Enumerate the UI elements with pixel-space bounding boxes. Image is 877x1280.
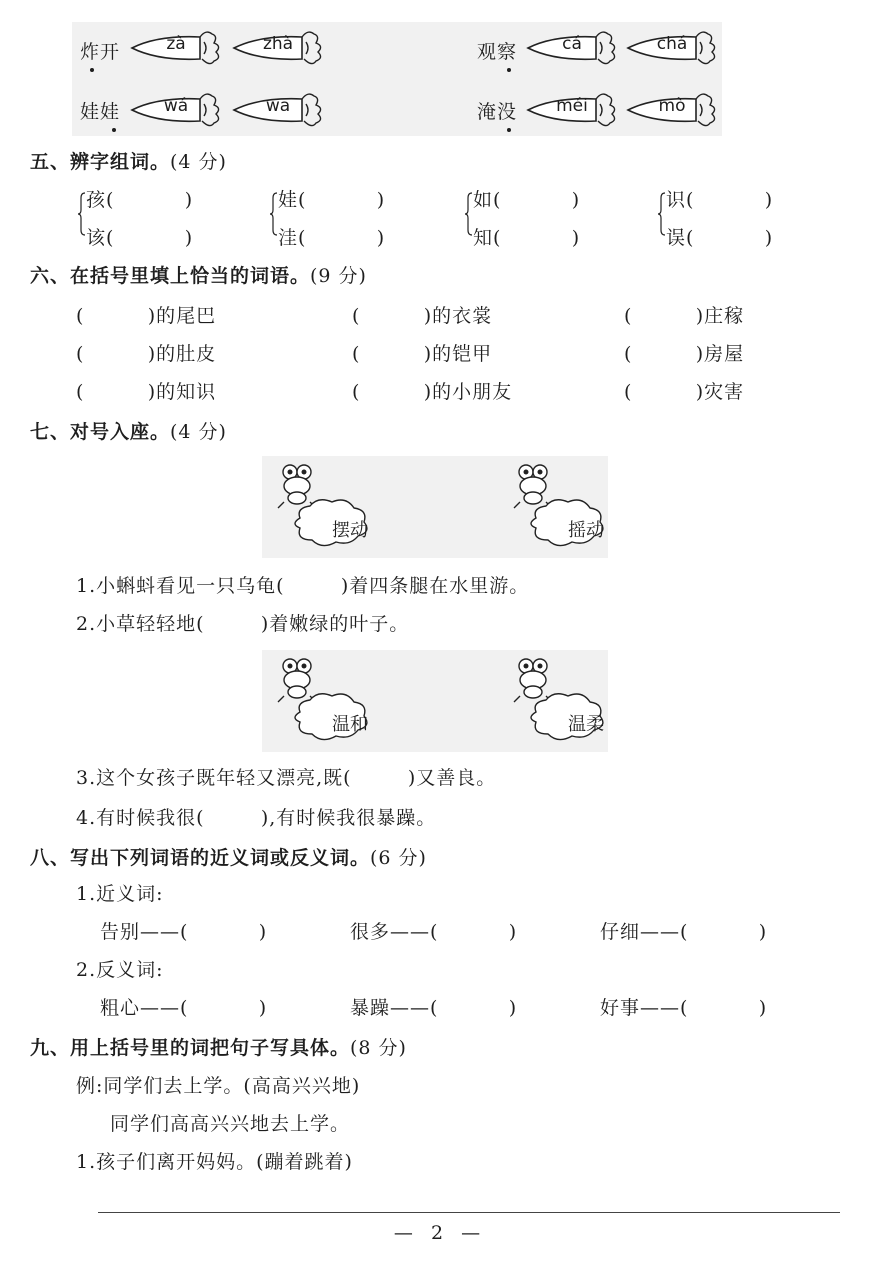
pinyin-option: zhà: [262, 34, 294, 54]
pinyin-option: cá: [562, 34, 582, 54]
pinyin-option: chá: [656, 34, 688, 54]
question-text: 3.这个女孩子既年轻又漂亮,既( )又善良。: [76, 767, 497, 789]
emphasis-dot: [112, 128, 116, 132]
frog-word-card: [506, 460, 638, 556]
antonym-label: 2.反义词:: [76, 959, 164, 981]
pinyin-option: méi: [556, 96, 588, 116]
section-6-points: (9 分): [310, 265, 367, 287]
question-text: 2.小草轻轻地( )着嫩绿的叶子。: [76, 613, 410, 635]
section-5-heading: [30, 150, 227, 174]
choice-word: 摆动: [332, 520, 368, 541]
brace-icon: [658, 192, 666, 236]
example-answer: 同学们高高兴兴地去上学。: [110, 1113, 351, 1135]
word-pair-bottom: 知( ): [473, 227, 581, 249]
section-7-title: 七、对号入座。: [30, 421, 171, 443]
frog-word-card: [506, 654, 638, 750]
brace-icon: [465, 192, 473, 236]
carrot-icon: [128, 90, 220, 130]
section-5-points: (4 分): [170, 151, 227, 173]
fill-blank-item: ( )的尾巴: [76, 305, 217, 327]
pinyin-option: mò: [658, 96, 686, 116]
section-9-points: (8 分): [350, 1037, 407, 1059]
synonym-item: 仔细——( ): [600, 921, 768, 943]
fill-blank-item: ( )房屋: [624, 343, 745, 365]
brace-icon: [270, 192, 278, 236]
synonym-item: 告别——( ): [100, 921, 268, 943]
pinyin-word: 娃娃: [80, 101, 121, 123]
pinyin-option: wá: [163, 96, 189, 116]
carrot-icon: [624, 28, 716, 68]
carrot-icon: [524, 28, 616, 68]
emphasis-dot: [507, 128, 511, 132]
question-text: 1.孩子们离开妈妈。(蹦着跳着): [76, 1151, 353, 1173]
pinyin-word: 炸开: [80, 41, 121, 63]
carrot-icon: [128, 28, 220, 68]
example-text: 例:同学们去上学。(高高兴兴地): [76, 1075, 361, 1097]
question-text: 4.有时候我很( ),有时候我很暴躁。: [76, 807, 437, 829]
fill-blank-item: ( )灾害: [624, 381, 745, 403]
section-6-title: 六、在括号里填上恰当的词语。: [30, 265, 311, 287]
section-9-title: 九、用上括号里的词把句子写具体。: [30, 1037, 351, 1059]
brace-icon: [78, 192, 86, 236]
pinyin-option: zà: [166, 34, 186, 54]
word-pair-top: 如( ): [473, 189, 581, 211]
antonym-item: 暴躁——( ): [350, 997, 518, 1019]
emphasis-dot: [90, 68, 94, 72]
frog-word-card: [270, 460, 402, 556]
footer-divider: [98, 1212, 840, 1213]
word-pair-bottom: 误( ): [666, 227, 774, 249]
section-8-points: (6 分): [370, 847, 427, 869]
question-text: 1.小蝌蚪看见一只乌龟( )着四条腿在水里游。: [76, 575, 530, 597]
section-8-heading: [30, 846, 427, 870]
word-pair-top: 娃( ): [278, 189, 386, 211]
frog-word-card: [270, 654, 402, 750]
fill-blank-item: ( )的衣裳: [352, 305, 493, 327]
frog-icon: [514, 659, 552, 702]
section-7-points: (4 分): [170, 421, 227, 443]
emphasis-dot: [507, 68, 511, 72]
fill-blank-item: ( )的铠甲: [352, 343, 493, 365]
section-8-title: 八、写出下列词语的近义词或反义词。: [30, 847, 371, 869]
choice-word: 摇动: [568, 520, 604, 541]
fill-blank-item: ( )的肚皮: [76, 343, 217, 365]
pinyin-word: 观察: [477, 41, 518, 63]
carrot-icon: [524, 90, 616, 130]
carrot-icon: [624, 90, 716, 130]
section-5-title: 五、辨字组词。: [30, 151, 171, 173]
antonym-item: 粗心——( ): [100, 997, 268, 1019]
choice-word: 温和: [332, 714, 368, 735]
fill-blank-item: ( )的小朋友: [352, 381, 513, 403]
choice-word: 温柔: [568, 714, 604, 735]
word-pair-bottom: 该( ): [86, 227, 194, 249]
page-number: — 2 —: [393, 1222, 487, 1244]
carrot-icon: [230, 28, 322, 68]
antonym-item: 好事——( ): [600, 997, 768, 1019]
fill-blank-item: ( )庄稼: [624, 305, 745, 327]
synonym-item: 很多——( ): [350, 921, 518, 943]
carrot-icon: [230, 90, 322, 130]
pinyin-option: wa: [265, 96, 291, 116]
pinyin-word: 淹没: [477, 101, 518, 123]
word-pair-bottom: 洼( ): [278, 227, 386, 249]
frog-icon: [278, 465, 316, 508]
synonym-label: 1.近义词:: [76, 883, 164, 905]
frog-icon: [278, 659, 316, 702]
frog-icon: [514, 465, 552, 508]
section-7-heading: [30, 420, 227, 444]
fill-blank-item: ( )的知识: [76, 381, 217, 403]
word-pair-top: 识( ): [666, 189, 774, 211]
section-9-heading: [30, 1036, 407, 1060]
section-6-heading: [30, 264, 367, 288]
word-pair-top: 孩( ): [86, 189, 194, 211]
